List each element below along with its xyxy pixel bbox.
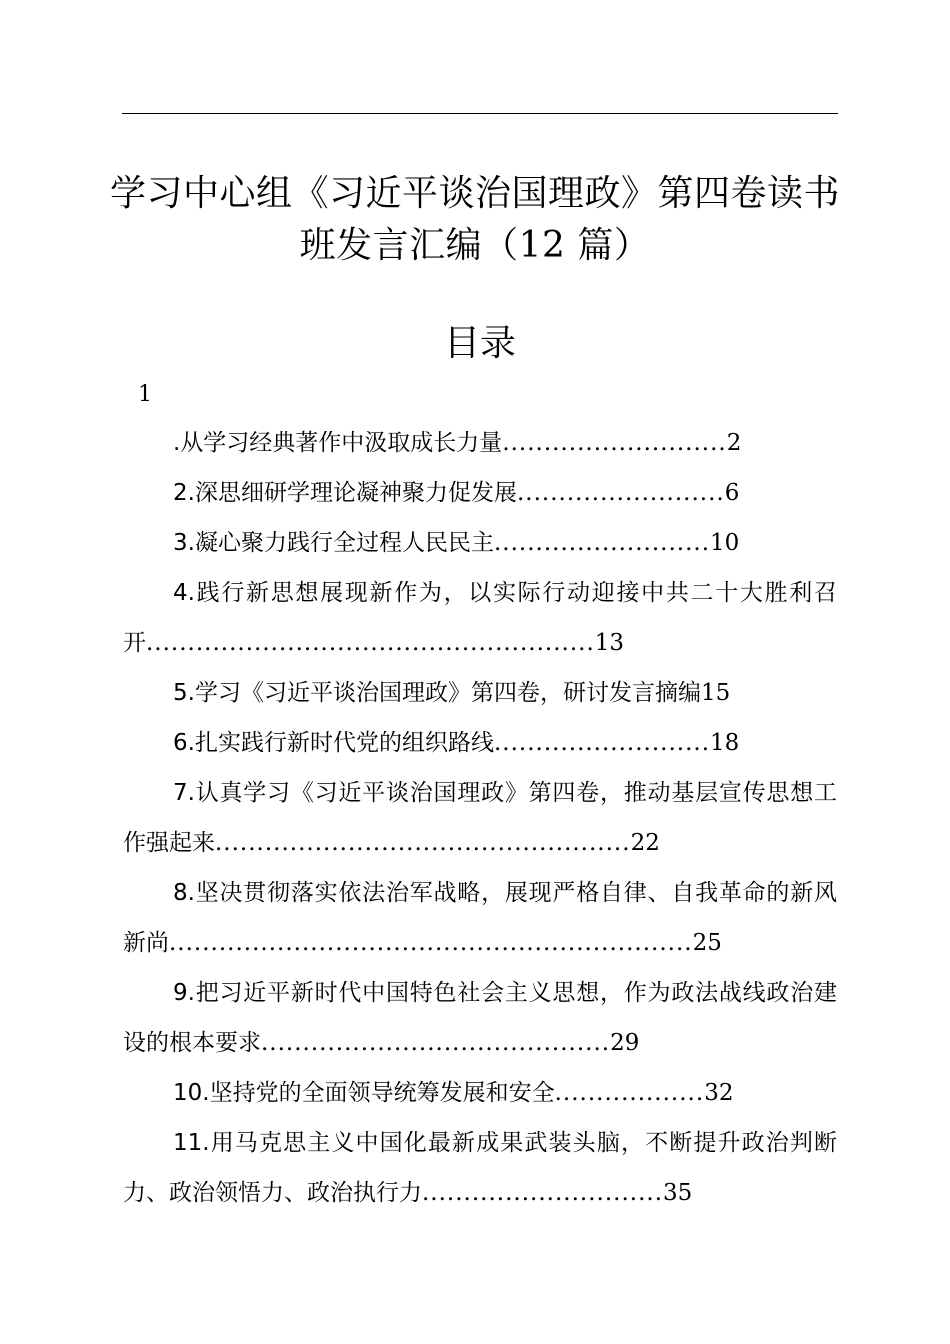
toc-entry-text: 3.凝心聚力践行全过程人民民主 — [173, 530, 494, 556]
toc-entry-text: .从学习经典著作中汲取成长力量 — [173, 430, 503, 456]
toc-page-number: 22 — [630, 830, 660, 856]
toc-leader: .......................... — [493, 530, 711, 556]
toc-page-number: 15 — [700, 680, 731, 706]
toc-page-number: 13 — [594, 630, 625, 656]
toc-entry[interactable] — [123, 718, 837, 768]
toc-page-number: 10 — [710, 530, 740, 556]
toc-heading: 目录 — [443, 323, 516, 364]
toc-entry[interactable] — [123, 668, 837, 718]
toc-page-number: 2 — [726, 430, 742, 456]
toc-leader: .......................................... — [261, 1030, 611, 1056]
toc-page-number: 25 — [692, 930, 722, 956]
toc-entry-text: 8.坚决贯彻落实依法治军战略，展现严格自律、自我革命的新风新尚 — [123, 880, 837, 956]
toc-page-number: 6 — [724, 480, 740, 506]
stray-number: 1 — [138, 382, 152, 407]
toc-leader: .................................................. — [215, 830, 631, 856]
toc-entry[interactable] — [123, 968, 837, 1068]
toc-page-number: 32 — [704, 1080, 734, 1106]
toc-leader: ...................................................... — [146, 630, 595, 656]
toc-page-number: 18 — [710, 730, 740, 756]
toc-leader: ............................................................... — [169, 930, 693, 956]
toc-leader: ............................. — [422, 1180, 664, 1206]
toc-entry[interactable] — [123, 568, 837, 668]
toc-leader: ......................... — [516, 480, 725, 506]
header-rule — [122, 113, 838, 114]
table-of-contents — [123, 418, 837, 1218]
title-sub-prefix: 班发言汇编（ — [299, 225, 519, 266]
toc-entry[interactable] — [123, 418, 837, 468]
title-sub-suffix: 篇） — [565, 225, 651, 266]
toc-entry-text: 2.深思细研学理论凝神聚力促发展 — [173, 480, 517, 506]
toc-entry[interactable] — [123, 1068, 837, 1118]
toc-entry-text: 6.扎实践行新时代党的组织路线 — [173, 730, 494, 756]
toc-page-number: 29 — [610, 1030, 640, 1056]
title-count: 12 — [518, 225, 566, 266]
toc-entry-text: 4.践行新思想展现新作为，以实际行动迎接中共二十大胜利召开 — [123, 580, 837, 656]
title-line-1: 学习中心组《习近平谈治国理政》第四卷读书 — [109, 173, 840, 214]
title-line-2 — [100, 220, 850, 272]
toc-entry[interactable] — [123, 468, 837, 518]
toc-entry[interactable] — [123, 518, 837, 568]
toc-entry-text: 10.坚持党的全面领导统筹发展和安全 — [173, 1080, 555, 1106]
toc-entry-text: 7.认真学习《习近平谈治国理政》第四卷，推动基层宣传思想工作强起来 — [123, 780, 837, 856]
toc-entry-text: 9.把习近平新时代中国特色社会主义思想，作为政法战线政治建设的根本要求 — [123, 980, 837, 1056]
toc-entry[interactable] — [123, 1118, 837, 1218]
toc-leader: ........................... — [502, 430, 727, 456]
toc-entry-text: 5.学习《习近平谈治国理政》第四卷，研讨发言摘编 — [173, 680, 701, 706]
toc-page-number: 35 — [663, 1180, 693, 1206]
toc-entry[interactable] — [123, 768, 837, 868]
toc-entry[interactable] — [123, 868, 837, 968]
toc-leader: .................. — [554, 1080, 705, 1106]
document-title — [100, 168, 850, 272]
toc-leader: .......................... — [493, 730, 711, 756]
toc-entry-text: 11.用马克思主义中国化最新成果武装头脑，不断提升政治判断力、政治领悟力、政治执行力 — [123, 1130, 837, 1206]
